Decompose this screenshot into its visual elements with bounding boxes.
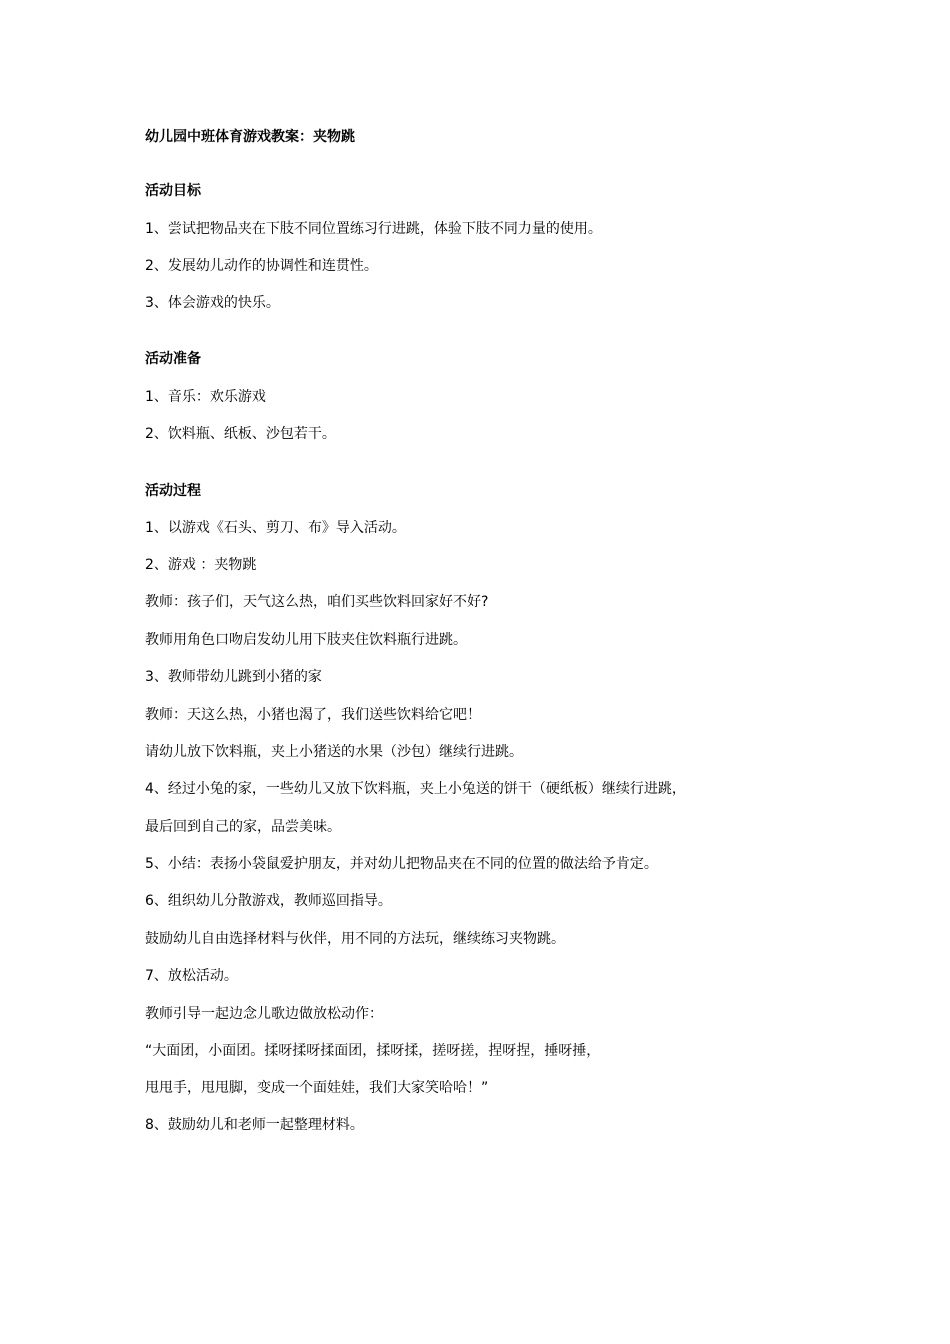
paragraph-line: 教师：孩子们，天气这么热，咱们买些饮料回家好不好? — [145, 594, 489, 610]
paragraph-line: 3、教师带幼儿跳到小猪的家 — [145, 669, 322, 685]
paragraph-line: 1、以游戏《石头、剪刀、布》导入活动。 — [145, 520, 406, 536]
paragraph-line: “大面团，小面团。揉呀揉呀揉面团，揉呀揉，搓呀搓，捏呀捏，捶呀捶， — [145, 1043, 601, 1059]
paragraph-line: 2、发展幼儿动作的协调性和连贯性。 — [145, 258, 378, 274]
paragraph-line: 1、尝试把物品夹在下肢不同位置练习行进跳，体验下肢不同力量的使用。 — [145, 221, 602, 237]
paragraph-line: 4、经过小兔的家，一些幼儿又放下饮料瓶，夹上小兔送的饼干（硬纸板）继续行进跳， — [145, 781, 686, 797]
paragraph-line: 5、小结：表扬小袋鼠爱护朋友，并对幼儿把物品夹在不同的位置的做法给予肯定。 — [145, 856, 658, 872]
paragraph-line: 甩甩手，甩甩脚，变成一个面娃娃，我们大家笑哈哈！” — [145, 1080, 489, 1096]
paragraph-line: 鼓励幼儿自由选择材料与伙伴，用不同的方法玩，继续练习夹物跳。 — [145, 931, 565, 947]
paragraph-line: 8、鼓励幼儿和老师一起整理材料。 — [145, 1117, 364, 1133]
paragraph-line: 最后回到自己的家，品尝美味。 — [145, 819, 341, 835]
paragraph-line: 教师：天这么热，小猪也渴了，我们送些饮料给它吧！ — [145, 707, 481, 723]
paragraph-line: 3、体会游戏的快乐。 — [145, 295, 280, 311]
section-heading-goals: 活动目标 — [145, 183, 201, 199]
paragraph-line: 6、组织幼儿分散游戏，教师巡回指导。 — [145, 893, 392, 909]
paragraph-line: 教师用角色口吻启发幼儿用下肢夹住饮料瓶行进跳。 — [145, 632, 467, 648]
section-heading-process: 活动过程 — [145, 483, 201, 499]
section-heading-preparation: 活动准备 — [145, 351, 201, 367]
paragraph-line: 7、放松活动。 — [145, 968, 238, 984]
paragraph-line: 2、游戏 ：夹物跳 — [145, 557, 257, 573]
paragraph-line: 请幼儿放下饮料瓶，夹上小猪送的水果（沙包）继续行进跳。 — [145, 744, 523, 760]
paragraph-line: 1、音乐：欢乐游戏 — [145, 389, 266, 405]
document-title: 幼儿园中班体育游戏教案：夹物跳 — [145, 129, 355, 145]
paragraph-line: 2、饮料瓶、纸板、沙包若干。 — [145, 426, 336, 442]
paragraph-line: 教师引导一起边念儿歌边做放松动作： — [145, 1006, 383, 1022]
